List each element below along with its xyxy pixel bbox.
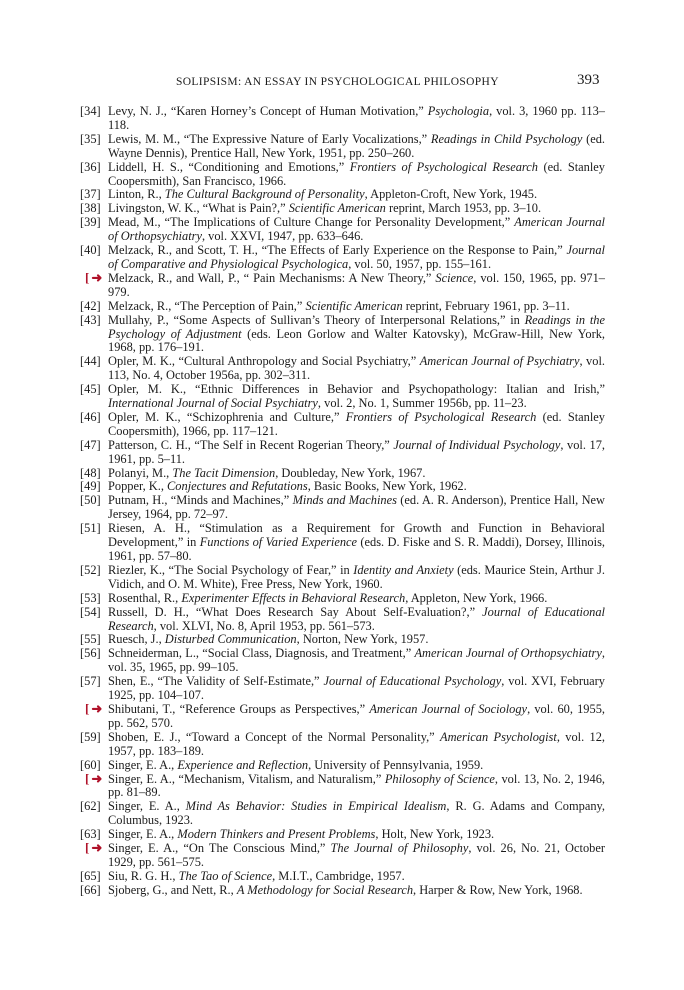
reference-item (80, 411, 605, 439)
reference-text (108, 842, 605, 870)
reference-number-text: [42] (80, 298, 101, 313)
reference-number (80, 842, 108, 870)
reference-text (108, 633, 605, 647)
reference-title-italic: Modern Thinkers and Present Problems (177, 827, 376, 842)
arrow-marker-icon: [ ➜ (85, 269, 103, 285)
reference-number-text: [38] (80, 201, 101, 216)
page-header (0, 74, 684, 94)
reference-text (108, 216, 605, 244)
reference-item (80, 731, 605, 759)
reference-number-text: [65] (80, 868, 101, 883)
reference-text-segment: (eds. Leon Gorlow and Walter Katovsky), McGraw-Hill, New York, 1968, pp. 176–191. (108, 326, 605, 355)
reference-text-segment: , vol. 60, 1955, pp. 562, 570. (108, 701, 605, 730)
reference-title-italic: Frontiers of Psychological Research (345, 409, 537, 424)
reference-text-segment: Melzack, R., and Scott, T. H., “The Effects of Early Experience on the Response to Pain,” (108, 243, 567, 258)
reference-text-segment: , vol. 50, 1957, pp. 155–161. (348, 256, 492, 271)
reference-text-segment: (eds. Maurice Stein, Arthur J. Vidich, and O. M. White), Free Press, New York, 1960. (108, 562, 605, 591)
reference-item (80, 383, 605, 411)
reference-title-italic: Journal of Comparative and Physiological Psychologica (108, 243, 605, 271)
reference-text-segment: (ed. A. R. Anderson), Prentice Hall, New Jersey, 1964, pp. 72–97. (108, 493, 606, 522)
reference-title-italic: A Methodology for Social Research (236, 882, 414, 897)
reference-title-italic: Journal of Educational Psychology (323, 674, 502, 689)
reference-number (80, 161, 108, 189)
reference-title-italic: The Journal of Philosophy (330, 841, 469, 856)
reference-text-segment: Rosenthal, R., (108, 590, 182, 605)
reference-text-segment: , vol. XVI, February 1925, pp. 104–107. (108, 674, 605, 703)
reference-text-segment: Liddell, H. S., “Conditioning and Emotions,” (108, 159, 350, 174)
reference-number (80, 216, 108, 244)
reference-item (80, 161, 605, 189)
reference-number-text: [45] (80, 382, 101, 397)
reference-text-segment: Polanyi, M., (108, 465, 173, 480)
reference-text-segment: , Appleton-Croft, New York, 1945. (364, 187, 538, 202)
reference-number (80, 647, 108, 675)
reference-number (80, 439, 108, 467)
reference-title-italic: Conjectures and Refutations (167, 479, 308, 494)
reference-title-italic: The Tacit Dimension (172, 465, 276, 480)
reference-text (108, 522, 605, 564)
reference-title-italic: Disturbed Communication (164, 632, 297, 647)
reference-text-segment: Singer, E. A., (108, 827, 178, 842)
reference-text (108, 411, 605, 439)
reference-number (80, 411, 108, 439)
reference-text-segment: Melzack, R., “The Perception of Pain,” (108, 298, 306, 313)
reference-item (80, 675, 605, 703)
reference-number (80, 244, 108, 272)
reference-number (80, 314, 108, 356)
reference-text-segment: , vol. XXVI, 1947, pp. 633–646. (201, 229, 364, 244)
reference-item (80, 700, 605, 731)
reference-number-text: [36] (80, 159, 101, 174)
reference-item (80, 244, 605, 272)
reference-number (80, 522, 108, 564)
reference-text-segment: , vol. 113, No. 4, October 1956a, pp. 302–311. (108, 354, 605, 383)
reference-text-segment: , vol. 3, 1960 pp. 113–118. (108, 104, 605, 132)
reference-text (108, 606, 605, 634)
reference-title-italic: American Journal of Orthopsychiatry (414, 646, 602, 661)
reference-number-text: [48] (80, 465, 101, 480)
reference-number (80, 202, 108, 216)
reference-title-italic: Psychologia (427, 104, 490, 118)
reference-title-italic: Journal of Educational Research (108, 604, 605, 633)
reference-text (108, 439, 605, 467)
reference-number (80, 700, 108, 731)
reference-item (80, 480, 605, 494)
reference-text-segment: Opler, M. K., “Schizophrenia and Culture,” (108, 409, 346, 424)
reference-number-text: [46] (80, 409, 101, 424)
reference-number (80, 383, 108, 411)
reference-text-segment: Popper, K., (108, 479, 168, 494)
reference-text-segment: , R. G. Adams and Company, Columbus, 1923. (108, 799, 605, 828)
reference-item (80, 269, 605, 300)
reference-number-text: [35] (80, 131, 101, 146)
reference-text-segment: Opler, M. K., “Ethnic Differences in Behavior and Psychopathology: Italian and Irish,” (108, 382, 605, 397)
reference-text-segment: , vol. 35, 1965, pp. 99–105. (108, 646, 605, 675)
reference-text-segment: Opler, M. K., “Cultural Anthropology and Social Psychiatry,” (108, 354, 420, 369)
reference-number-text: [37] (80, 187, 101, 202)
reference-text-segment: Singer, E. A., (108, 799, 186, 814)
reference-number (80, 480, 108, 494)
reference-text-segment: (ed. Stanley Coopersmith), San Francisco, 1966. (108, 159, 605, 188)
reference-text (108, 564, 605, 592)
reference-number-text: [47] (80, 437, 101, 452)
reference-text (108, 480, 605, 494)
reference-text-segment: , vol. 150, 1965, pp. 971–979. (108, 270, 605, 299)
reference-text-segment: Siu, R. G. H., (108, 868, 179, 883)
reference-number-text: [53] (80, 590, 101, 605)
reference-item (80, 216, 605, 244)
reference-item (80, 606, 605, 634)
reference-item (80, 842, 605, 870)
running-head: SOLIPSISM: AN ESSAY IN PSYCHOLOGICAL PHILOSOPHY (176, 76, 499, 88)
reference-number-text: [55] (80, 632, 101, 647)
reference-number (80, 188, 108, 202)
reference-text (108, 188, 605, 202)
reference-text-segment: , Harper & Row, New York, 1968. (413, 882, 583, 897)
reference-item (80, 355, 605, 383)
reference-number-text: [39] (80, 215, 101, 230)
reference-text (108, 647, 605, 675)
reference-title-italic: Readings in Child Psychology (430, 131, 583, 146)
reference-text-segment: Patterson, C. H., “The Self in Recent Rogerian Theory,” (108, 437, 394, 452)
reference-title-italic: Scientific American (305, 298, 403, 313)
reference-number-text: [59] (80, 729, 101, 744)
reference-number (80, 494, 108, 522)
reference-number (80, 300, 108, 314)
reference-item (80, 494, 605, 522)
reference-text-segment: , vol. 26, No. 21, October 1929, pp. 561–575. (108, 841, 605, 869)
reference-text-segment: , Doubleday, New York, 1967. (275, 465, 426, 480)
reference-text-segment: Levy, N. J., “Karen Horney’s Concept of Human Motivation,” (108, 104, 428, 118)
reference-text (108, 133, 605, 161)
reference-title-italic: The Tao of Science (178, 868, 273, 883)
reference-number-text: [66] (80, 882, 101, 897)
reference-title-italic: Identity and Anxiety (353, 562, 454, 577)
reference-text (108, 244, 605, 272)
reference-title-italic: Mind As Behavior: Studies in Empirical Idealism (185, 799, 447, 814)
reference-number-text: [34] (80, 104, 101, 118)
reference-text-segment: Ruesch, J., (108, 632, 165, 647)
reference-item (80, 759, 605, 773)
reference-text-segment: Shen, E., “The Validity of Self-Estimate,” (108, 674, 324, 689)
reference-number-text: [44] (80, 354, 101, 369)
reference-item (80, 188, 605, 202)
reference-text (108, 870, 605, 884)
reference-text-segment: , Appleton, New York, 1966. (405, 590, 548, 605)
reference-number (80, 731, 108, 759)
reference-item (80, 647, 605, 675)
reference-text-segment: Shibutani, T., “Reference Groups as Perspectives,” (108, 701, 370, 716)
reference-number-text: [57] (80, 674, 101, 689)
reference-item (80, 592, 605, 606)
reference-text (108, 773, 605, 801)
reference-text (108, 494, 605, 522)
reference-number (80, 770, 108, 801)
reference-text-segment: Lewis, M. M., “The Expressive Nature of Early Vocalizations,” (108, 131, 431, 146)
reference-text-segment: Singer, E. A., “Mechanism, Vitalism, and Naturalism,” (108, 771, 385, 786)
reference-title-italic: Philosophy of Science (384, 771, 495, 786)
reference-number (80, 675, 108, 703)
reference-number (80, 800, 108, 828)
reference-title-italic: American Journal of Sociology (369, 701, 528, 716)
reference-title-italic: American Journal of Psychiatry (419, 354, 580, 369)
reference-text-segment: Mead, M., “The Implications of Culture Change for Personality Development,” (108, 215, 515, 230)
reference-item (80, 133, 605, 161)
reference-number-text: [60] (80, 757, 101, 772)
reference-text-segment: Melzack, R., and Wall, P., “ Pain Mechanisms: A New Theory,” (108, 270, 436, 285)
reference-text (108, 355, 605, 383)
reference-item (80, 314, 605, 356)
reference-text-segment: (ed. Stanley Coopersmith), 1966, pp. 117–121. (108, 409, 606, 438)
reference-title-italic: International Journal of Social Psychiatry (108, 396, 318, 411)
reference-text-segment: , vol. XLVI, No. 8, April 1953, pp. 561–573. (153, 618, 375, 633)
reference-number-text: [56] (80, 646, 101, 661)
reference-title-italic: Experimenter Effects in Behavioral Research (181, 590, 406, 605)
reference-text (108, 383, 605, 411)
reference-number-text: [49] (80, 479, 101, 494)
reference-list (80, 105, 605, 898)
reference-text (108, 314, 605, 356)
reference-text (108, 467, 605, 481)
reference-title-italic: American Psychologist (440, 729, 557, 744)
reference-title-italic: Experience and Reflection (177, 757, 309, 772)
arrow-marker-icon: [ ➜ (85, 700, 103, 716)
reference-text-segment: Livingston, W. K., “What is Pain?,” (108, 201, 289, 216)
reference-text-segment: Mullahy, P., “Some Aspects of Sullivan’s Theory of Interpersonal Relations,” in (108, 312, 525, 327)
reference-text-segment: Singer, E. A., (108, 757, 178, 772)
reference-title-italic: Scientific American (288, 201, 386, 216)
reference-text (108, 703, 605, 731)
reference-number (80, 269, 108, 300)
reference-title-italic: Science (435, 270, 474, 285)
page-number: 393 (577, 72, 600, 88)
reference-text (108, 759, 605, 773)
reference-text-segment: reprint, March 1953, pp. 3–10. (385, 201, 542, 216)
reference-number-text: [54] (80, 604, 101, 619)
reference-text-segment: Shoben, E. J., “Toward a Concept of the Normal Personality,” (108, 729, 440, 744)
reference-text-segment: Putnam, H., “Minds and Machines,” (108, 493, 293, 508)
reference-number (80, 884, 108, 898)
reference-number (80, 633, 108, 647)
reference-title-italic: Readings in the Psychology of Adjustment (108, 312, 605, 341)
reference-number-text: [40] (80, 243, 101, 258)
reference-number (80, 564, 108, 592)
reference-text-segment: , vol. 13, No. 2, 1946, pp. 81–89. (108, 771, 605, 800)
reference-item (80, 202, 605, 216)
reference-text (108, 800, 605, 828)
reference-number (80, 133, 108, 161)
reference-item (80, 770, 605, 801)
reference-text-segment: (eds. D. Fiske and S. R. Maddi), Dorsey, Illinois, 1961, pp. 57–80. (108, 535, 605, 563)
reference-item (80, 439, 605, 467)
reference-title-italic: Functions of Varied Experience (199, 535, 358, 550)
reference-text-segment: , vol. 12, 1957, pp. 183–189. (108, 729, 605, 758)
reference-number (80, 355, 108, 383)
reference-text-segment: Riezler, K., “The Social Psychology of Fear,” in (108, 562, 354, 577)
reference-number (80, 870, 108, 884)
reference-item (80, 105, 605, 133)
reference-text (108, 161, 605, 189)
reference-text-segment: Schneiderman, L., “Social Class, Diagnosis, and Treatment,” (108, 646, 415, 661)
reference-text-segment: (ed. Wayne Dennis), Prentice Hall, New York, 1951, pp. 250–260. (108, 131, 605, 160)
reference-text-segment: , Holt, New York, 1923. (375, 827, 495, 842)
reference-text-segment: , vol. 17, 1961, pp. 5–11. (108, 437, 606, 466)
reference-text-segment: reprint, February 1961, pp. 3–11. (402, 298, 570, 313)
reference-text (108, 300, 605, 314)
reference-title-italic: Frontiers of Psychological Research (349, 159, 538, 174)
reference-number-text: [43] (80, 312, 101, 327)
reference-text-segment: , vol. 2, No. 1, Summer 1956b, pp. 11–23. (317, 396, 527, 411)
reference-text (108, 675, 605, 703)
reference-number (80, 606, 108, 634)
reference-title-italic: American Journal of Orthopsychiatry (108, 215, 605, 244)
reference-item (80, 800, 605, 828)
reference-number-text: [50] (80, 493, 101, 508)
reference-text-segment: , University of Pennsylvania, 1959. (308, 757, 484, 772)
reference-text-segment: , Norton, New York, 1957. (296, 632, 429, 647)
reference-text-segment: Riesen, A. H., “Stimulation as a Requirement for Growth and Function in Behavioral Development,” in (108, 521, 605, 550)
reference-text (108, 731, 605, 759)
reference-number (80, 105, 108, 133)
reference-number-text: [51] (80, 521, 101, 536)
reference-number-text: [62] (80, 799, 101, 814)
reference-text (108, 105, 605, 133)
reference-item (80, 300, 605, 314)
reference-text (108, 272, 605, 300)
reference-number (80, 592, 108, 606)
reference-title-italic: Journal of Individual Psychology (393, 437, 561, 452)
reference-text-segment: Russell, D. H., “What Does Research Say About Self-Evaluation?,” (108, 604, 483, 619)
reference-title-italic: The Cultural Background of Personality (164, 187, 365, 202)
reference-item (80, 467, 605, 481)
arrow-marker-icon: [ ➜ (85, 840, 103, 856)
reference-item (80, 633, 605, 647)
reference-text (108, 202, 605, 216)
reference-number-text: [63] (80, 827, 101, 842)
reference-text-segment: Linton, R., (108, 187, 165, 202)
reference-item (80, 884, 605, 898)
reference-text-segment: Sjoberg, G., and Nett, R., (108, 882, 237, 897)
reference-title-italic: Minds and Machines (292, 493, 397, 508)
reference-number-text: [52] (80, 562, 101, 577)
reference-text-segment: Singer, E. A., “On The Conscious Mind,” (108, 841, 331, 856)
reference-text (108, 828, 605, 842)
reference-text (108, 592, 605, 606)
reference-item (80, 828, 605, 842)
reference-item (80, 870, 605, 884)
reference-item (80, 564, 605, 592)
reference-text-segment: , M.I.T., Cambridge, 1957. (272, 868, 405, 883)
reference-text (108, 884, 605, 898)
arrow-marker-icon: [ ➜ (85, 770, 103, 786)
reference-text-segment: , Basic Books, New York, 1962. (307, 479, 467, 494)
reference-item (80, 522, 605, 564)
reference-number (80, 467, 108, 481)
